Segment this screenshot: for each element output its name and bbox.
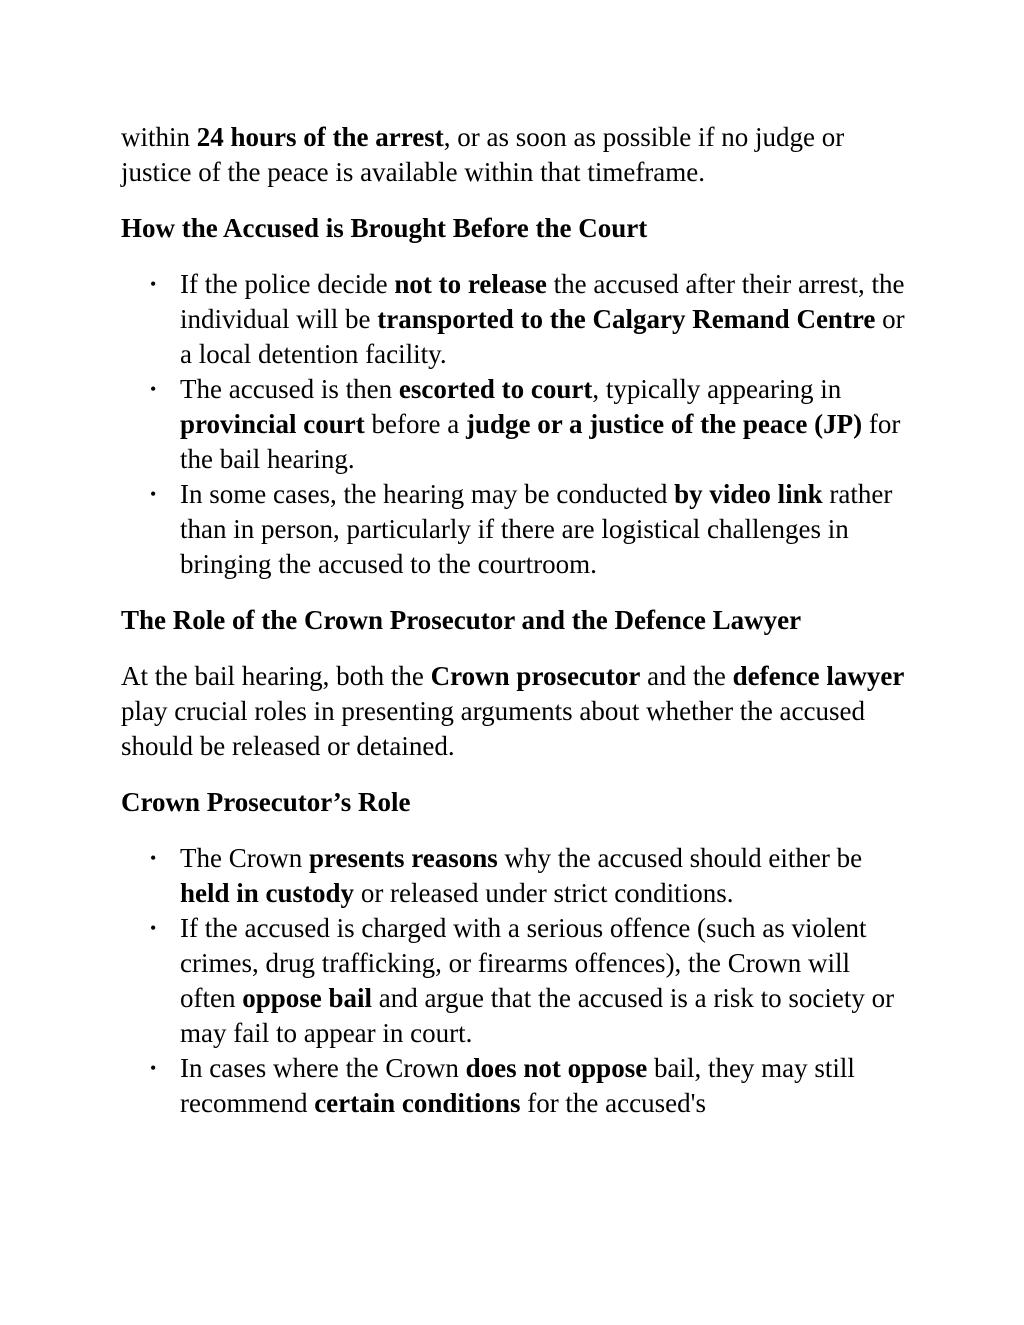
bullet-icon: • [150,848,157,868]
list-item [150,372,911,477]
item-text: before a [364,409,466,439]
item-text: for the bail hearing. [180,409,901,474]
para-bold: defence lawyer [732,661,905,691]
item-bold: escorted to court [398,374,593,404]
item-text: or released under strict conditions. [354,878,734,908]
item-text: rather than in person, particularly if there are logistical challenges in bringing the accused to the courtroom. [180,479,893,579]
bullet-list-brought-before-court [121,267,911,582]
bullet-list-crown-role [121,841,911,1121]
list-item [150,477,911,582]
list-item [150,841,911,911]
item-bold: provincial court [180,409,365,439]
intro-paragraph [121,120,911,190]
para-text: play crucial roles in presenting arguments about whether the accused should be released or detained. [121,696,865,761]
item-text: why the accused should either be [497,843,863,873]
item-bold: certain conditions [314,1088,521,1118]
bullet-icon: • [150,918,157,938]
crown-defence-paragraph [121,659,911,764]
intro-bold: 24 hours of the arrest [196,122,444,152]
document-page [121,120,911,1142]
item-text: If the police decide [180,269,395,299]
item-bold: by video link [674,479,823,509]
intro-text: , or as soon as possible if no judge or justice of the peace is available within that timeframe. [121,122,845,187]
item-bold: transported to the Calgary Remand Centre [377,304,876,334]
item-text: In some cases, the hearing may be conducted [180,479,675,509]
item-bold: oppose bail [242,983,373,1013]
intro-text: within [121,122,197,152]
bullet-icon: • [150,1058,157,1078]
section-heading-crown-role: Crown Prosecutor’s Role [121,787,411,817]
list-item [150,911,911,1051]
item-text: bail, they may still recommend [180,1053,855,1118]
section-heading-crown-and-defence: The Role of the Crown Prosecutor and the Defence Lawyer [121,605,802,635]
item-text: In cases where the Crown [180,1053,466,1083]
item-bold: judge or a justice of the peace (JP) [465,409,863,439]
item-text: and argue that the accused is a risk to society or may fail to appear in court. [180,983,895,1048]
item-bold: held in custody [180,878,355,908]
item-bold: presents reasons [308,843,498,873]
item-text: the accused after their arrest, the individual will be [180,269,905,334]
section-heading-brought-before-court: How the Accused is Brought Before the Court [121,213,648,243]
bullet-icon: • [150,484,157,504]
para-text: At the bail hearing, both the [121,661,431,691]
bullet-icon: • [150,274,157,294]
item-text: , typically appearing in [592,374,842,404]
item-text: The accused is then [180,374,399,404]
item-text: or a local detention facility. [180,304,905,369]
para-bold: Crown prosecutor [430,661,641,691]
para-text: and the [640,661,733,691]
item-bold: does not oppose [465,1053,648,1083]
list-item [150,267,911,372]
list-item [150,1051,911,1121]
item-text: for the accused's [520,1088,706,1118]
item-bold: not to release [394,269,547,299]
bullet-icon: • [150,379,157,399]
item-text: The Crown [180,843,309,873]
item-text: If the accused is charged with a serious offence (such as violent crimes, drug trafficking, or firearms offences), the Crown will often [180,913,867,1013]
